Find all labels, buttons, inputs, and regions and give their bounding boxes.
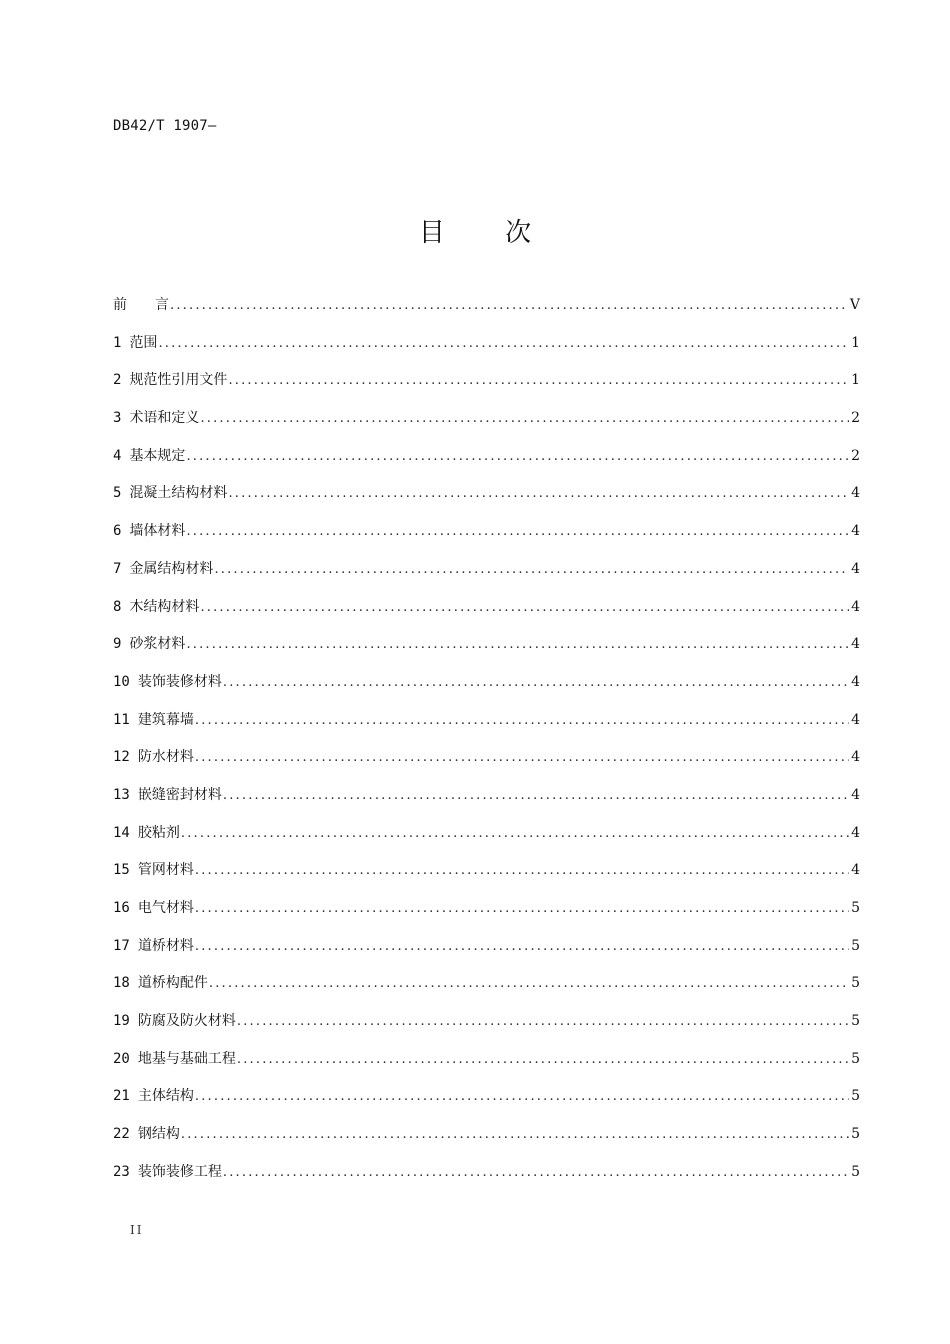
toc-entry-page: 4 bbox=[851, 523, 860, 540]
toc-entry[interactable] bbox=[113, 292, 860, 330]
toc-entry-label bbox=[113, 744, 194, 770]
toc-entry-number: 7 bbox=[113, 560, 122, 577]
toc-entry-number: 4 bbox=[113, 447, 122, 464]
toc-entry-label bbox=[113, 1159, 222, 1185]
toc-dot-leader bbox=[223, 1160, 849, 1186]
toc-entry-page: 4 bbox=[851, 485, 860, 502]
toc-entry-page: 5 bbox=[851, 1163, 860, 1180]
toc-entry-label bbox=[113, 1121, 180, 1147]
toc-dot-leader bbox=[158, 331, 849, 357]
toc-entry-number: 17 bbox=[113, 937, 130, 954]
toc-entry[interactable] bbox=[113, 594, 860, 632]
toc-entry-number: 10 bbox=[113, 673, 130, 690]
toc-dot-leader bbox=[195, 858, 849, 884]
toc-entry-title: 墙体材料 bbox=[129, 523, 186, 540]
toc-entry[interactable] bbox=[113, 707, 860, 745]
toc-dot-leader bbox=[200, 406, 849, 432]
toc-entry-title: 地基与基础工程 bbox=[137, 1050, 236, 1067]
toc-entry-title: 基本规定 bbox=[129, 447, 186, 464]
toc-entry-title: 装饰装修材料 bbox=[137, 673, 222, 690]
toc-entry-title: 规范性引用文件 bbox=[129, 372, 228, 389]
toc-entry-page: 5 bbox=[851, 1126, 860, 1143]
toc-entry[interactable] bbox=[113, 820, 860, 858]
toc-entry-number: 20 bbox=[113, 1050, 130, 1067]
toc-dot-leader bbox=[186, 519, 849, 545]
toc-entry-label bbox=[113, 443, 185, 469]
toc-entry-number: 21 bbox=[113, 1088, 130, 1105]
toc-entry-label bbox=[113, 518, 185, 544]
toc-entry[interactable] bbox=[113, 1008, 860, 1046]
toc-entry[interactable] bbox=[113, 367, 860, 405]
table-of-contents bbox=[113, 292, 860, 1197]
toc-entry-page: 2 bbox=[851, 447, 860, 464]
toc-entry-label bbox=[113, 367, 227, 393]
toc-dot-leader bbox=[228, 481, 849, 507]
toc-entry-title: 胶粘剂 bbox=[137, 824, 180, 841]
toc-entry[interactable] bbox=[113, 669, 860, 707]
toc-entry[interactable] bbox=[113, 1121, 860, 1159]
toc-entry-number: 16 bbox=[113, 900, 130, 916]
toc-entry-page: 2 bbox=[851, 410, 860, 427]
toc-entry-title: 主体结构 bbox=[137, 1088, 194, 1105]
toc-entry-number: 11 bbox=[113, 711, 130, 728]
toc-entry-page: V bbox=[849, 297, 860, 313]
toc-entry-label bbox=[113, 970, 208, 996]
footer-page-number: II bbox=[130, 1223, 144, 1237]
toc-entry-label bbox=[113, 480, 227, 506]
toc-entry-page: 4 bbox=[851, 673, 860, 690]
toc-entry[interactable] bbox=[113, 443, 860, 481]
toc-entry-number: 6 bbox=[113, 523, 122, 540]
toc-entry[interactable] bbox=[113, 857, 860, 895]
toc-entry-title: 电气材料 bbox=[137, 900, 194, 916]
toc-entry[interactable] bbox=[113, 330, 860, 368]
toc-entry-label bbox=[113, 857, 194, 883]
toc-dot-leader bbox=[195, 745, 849, 771]
toc-entry-page: 5 bbox=[851, 900, 860, 916]
toc-entry[interactable] bbox=[113, 518, 860, 556]
toc-entry-title: 建筑幕墙 bbox=[137, 711, 194, 728]
toc-dot-leader bbox=[237, 1009, 849, 1035]
toc-entry-number: 5 bbox=[113, 485, 122, 502]
toc-entry-title: 砂浆材料 bbox=[129, 636, 186, 653]
toc-entry-page: 4 bbox=[851, 560, 860, 577]
toc-dot-leader bbox=[200, 595, 849, 621]
toc-entry[interactable] bbox=[113, 1046, 860, 1084]
toc-entry-number: 22 bbox=[113, 1126, 130, 1143]
toc-entry-title: 嵌缝密封材料 bbox=[137, 786, 222, 803]
toc-entry-title: 道桥材料 bbox=[137, 937, 194, 954]
toc-entry-label bbox=[113, 292, 169, 318]
toc-entry-page: 1 bbox=[851, 372, 860, 389]
toc-dot-leader bbox=[228, 368, 849, 394]
toc-entry-page: 4 bbox=[851, 711, 860, 728]
toc-entry-label bbox=[113, 405, 199, 431]
toc-entry[interactable] bbox=[113, 631, 860, 669]
toc-entry-label bbox=[113, 669, 222, 695]
toc-entry-page: 4 bbox=[851, 598, 860, 615]
toc-entry-label bbox=[113, 1083, 194, 1109]
toc-entry-label bbox=[113, 330, 157, 356]
toc-entry-title: 范围 bbox=[129, 334, 158, 351]
toc-dot-leader bbox=[209, 971, 849, 997]
toc-entry-label bbox=[113, 1046, 236, 1072]
page-title: 目 次 bbox=[418, 218, 558, 248]
toc-entry[interactable] bbox=[113, 782, 860, 820]
toc-entry-number: 9 bbox=[113, 636, 122, 653]
document-code: DB42/T 1907— bbox=[113, 118, 217, 134]
toc-entry-title: 管网材料 bbox=[137, 862, 194, 879]
toc-entry-page: 5 bbox=[851, 1050, 860, 1067]
toc-entry-label bbox=[113, 895, 194, 921]
toc-entry-page: 4 bbox=[851, 636, 860, 653]
toc-entry[interactable] bbox=[113, 1159, 860, 1197]
toc-entry-number: 15 bbox=[113, 862, 130, 879]
toc-entry-number: 12 bbox=[113, 749, 130, 766]
toc-entry-page: 5 bbox=[851, 975, 860, 992]
toc-entry-title: 装饰装修工程 bbox=[137, 1163, 222, 1180]
toc-entry-page: 1 bbox=[851, 334, 860, 351]
toc-entry-title: 金属结构材料 bbox=[129, 560, 214, 577]
toc-entry-label bbox=[113, 782, 222, 808]
toc-entry[interactable] bbox=[113, 970, 860, 1008]
toc-dot-leader bbox=[223, 670, 849, 696]
toc-entry-title: 防水材料 bbox=[137, 749, 194, 766]
toc-entry-number: 19 bbox=[113, 1013, 130, 1030]
toc-entry-label bbox=[113, 594, 199, 620]
toc-dot-leader bbox=[186, 444, 849, 470]
toc-entry-label bbox=[113, 820, 180, 846]
toc-entry-number: 14 bbox=[113, 824, 130, 841]
toc-dot-leader bbox=[186, 632, 849, 658]
toc-entry-label bbox=[113, 933, 194, 959]
toc-entry[interactable] bbox=[113, 480, 860, 518]
toc-entry-number: 8 bbox=[113, 598, 122, 615]
toc-entry-title: 前 言 bbox=[113, 297, 169, 313]
toc-entry-number: 2 bbox=[113, 372, 122, 389]
toc-entry-page: 4 bbox=[851, 786, 860, 803]
toc-dot-leader bbox=[195, 896, 849, 922]
toc-dot-leader bbox=[195, 708, 849, 734]
toc-entry-page: 5 bbox=[851, 1013, 860, 1030]
toc-dot-leader bbox=[170, 293, 848, 319]
toc-dot-leader bbox=[195, 934, 849, 960]
toc-entry-label bbox=[113, 631, 185, 657]
toc-entry-label bbox=[113, 707, 194, 733]
toc-entry-page: 4 bbox=[851, 749, 860, 766]
toc-entry-page: 4 bbox=[851, 824, 860, 841]
toc-entry[interactable] bbox=[113, 895, 860, 933]
toc-entry-page: 5 bbox=[851, 1088, 860, 1105]
toc-dot-leader bbox=[181, 821, 849, 847]
toc-entry[interactable] bbox=[113, 933, 860, 971]
toc-entry-label bbox=[113, 1008, 236, 1034]
toc-entry-page: 5 bbox=[851, 937, 860, 954]
toc-dot-leader bbox=[223, 783, 849, 809]
toc-dot-leader bbox=[214, 557, 849, 583]
toc-entry[interactable] bbox=[113, 744, 860, 782]
toc-entry-title: 防腐及防火材料 bbox=[137, 1013, 236, 1030]
toc-entry-title: 钢结构 bbox=[137, 1126, 180, 1143]
toc-entry-number: 1 bbox=[113, 334, 122, 351]
toc-entry-title: 术语和定义 bbox=[129, 410, 200, 427]
toc-dot-leader bbox=[195, 1084, 849, 1110]
toc-entry[interactable] bbox=[113, 556, 860, 594]
toc-entry-number: 23 bbox=[113, 1163, 130, 1180]
toc-entry-title: 混凝土结构材料 bbox=[129, 485, 228, 502]
toc-entry[interactable] bbox=[113, 405, 860, 443]
toc-entry-number: 18 bbox=[113, 975, 130, 992]
toc-entry-title: 道桥构配件 bbox=[137, 975, 208, 992]
toc-entry-number: 13 bbox=[113, 786, 130, 803]
toc-entry-title: 木结构材料 bbox=[129, 598, 200, 615]
toc-entry-page: 4 bbox=[851, 862, 860, 879]
toc-dot-leader bbox=[237, 1047, 849, 1073]
toc-entry-number: 3 bbox=[113, 410, 122, 427]
toc-dot-leader bbox=[181, 1122, 849, 1148]
toc-entry[interactable] bbox=[113, 1083, 860, 1121]
toc-entry-label bbox=[113, 556, 213, 582]
